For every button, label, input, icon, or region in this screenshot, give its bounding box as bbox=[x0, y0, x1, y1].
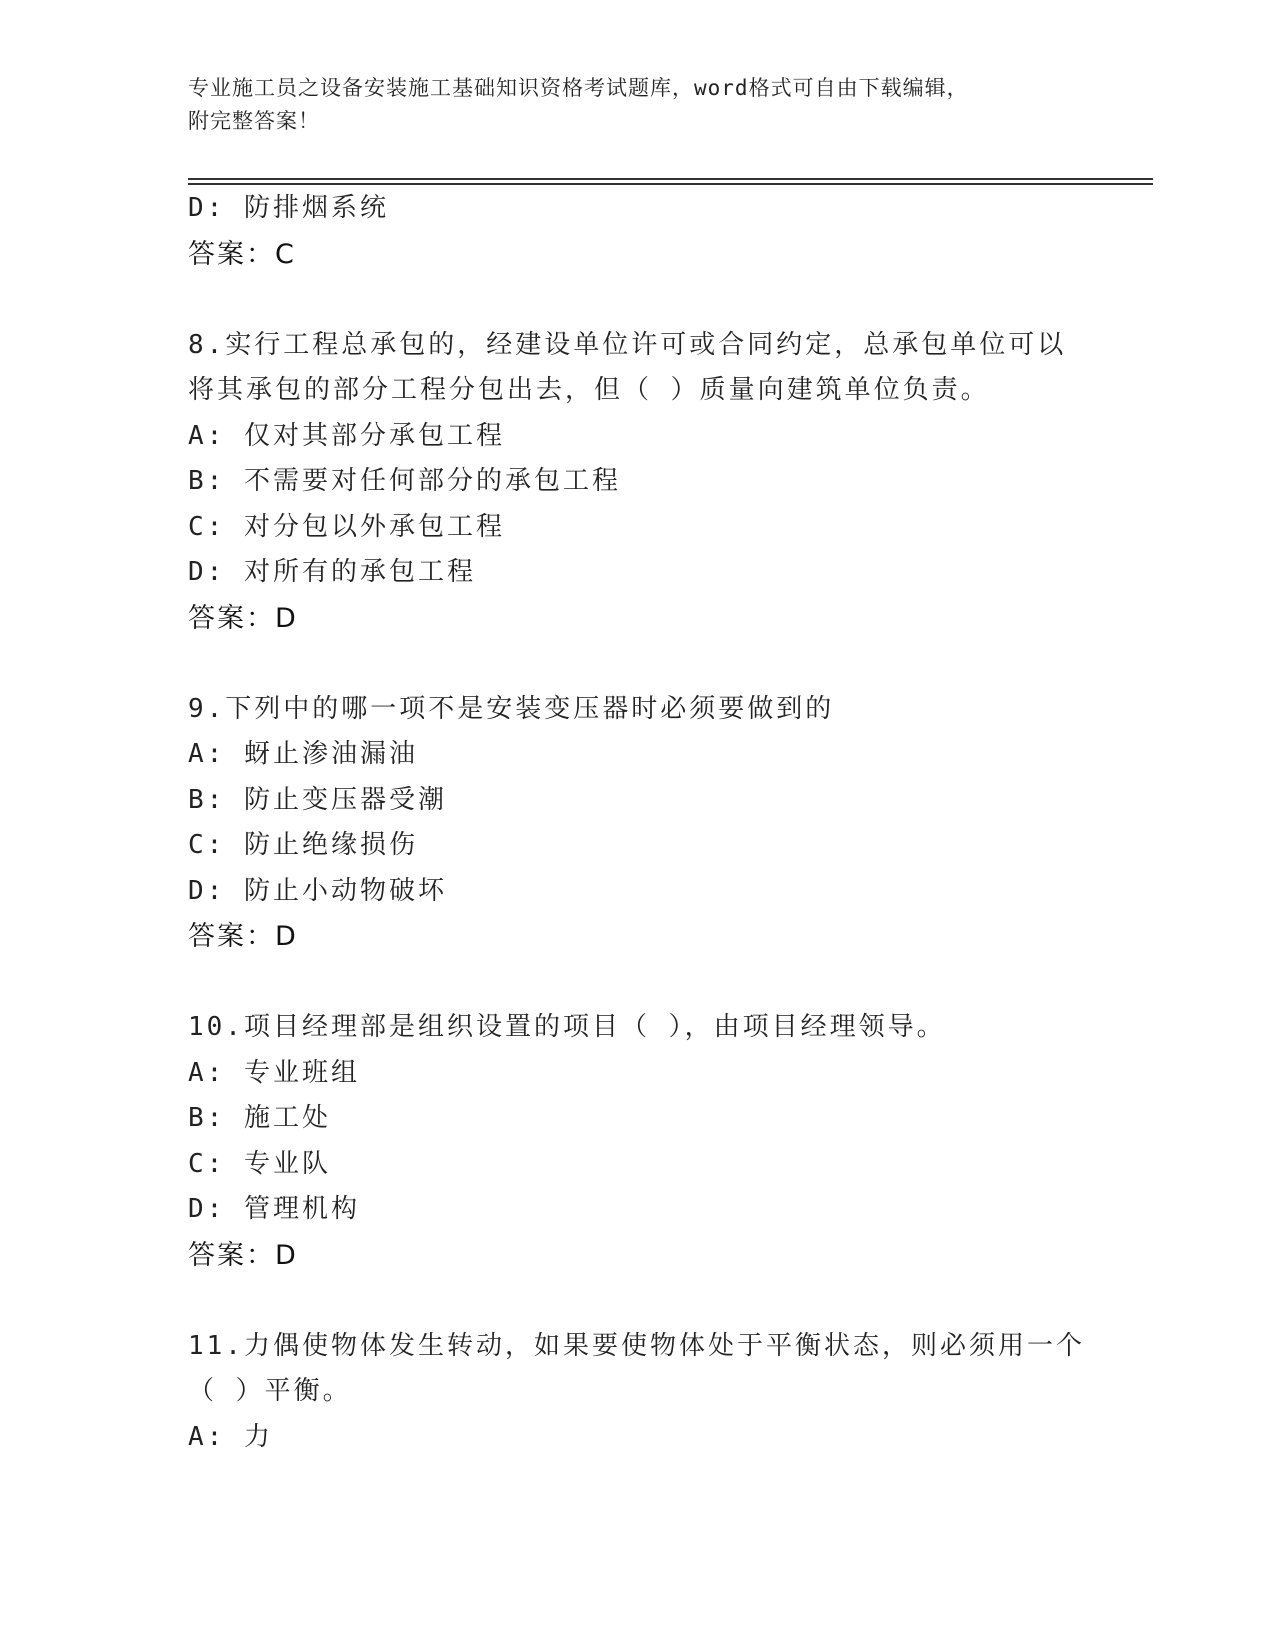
option-b: B: 不需要对任何部分的承包工程 bbox=[188, 466, 621, 496]
question-stem: 8.实行工程总承包的，经建设单位许可或合同约定，总承包单位可以 bbox=[188, 329, 1067, 360]
header-line-1: 专业施工员之设备安装施工基础知识资格考试题库，word格式可自由下载编辑， bbox=[188, 76, 969, 100]
question-11 bbox=[188, 1324, 1148, 1461]
option-b: B: 施工处 bbox=[188, 1103, 331, 1133]
document-header bbox=[188, 72, 1088, 138]
question-stem: 11.力偶使物体发生转动，如果要使物体处于平衡状态，则必须用一个 bbox=[188, 1330, 1085, 1361]
spacer bbox=[188, 960, 1148, 1006]
answer-line: 答案：C bbox=[188, 238, 296, 270]
question-stem: （ ）平衡。 bbox=[188, 1376, 352, 1406]
option-d: D: 管理机构 bbox=[188, 1194, 360, 1224]
question-stem: 将其承包的部分工程分包出去，但（ ）质量向建筑单位负责。 bbox=[188, 375, 990, 405]
spacer bbox=[188, 641, 1148, 687]
spacer bbox=[188, 277, 1148, 323]
question-stem: 10.项目经理部是组织设置的项目（ ），由项目经理领导。 bbox=[188, 1012, 946, 1042]
question-10 bbox=[188, 1005, 1148, 1278]
option-c: C: 防止绝缘损伤 bbox=[188, 830, 418, 860]
header-divider-bottom bbox=[188, 183, 1153, 185]
question-stem: 9.下列中的哪一项不是安装变压器时必须要做到的 bbox=[188, 693, 835, 724]
option-a: A: 仅对其部分承包工程 bbox=[188, 420, 505, 451]
option-a: A: 蚜止渗油漏油 bbox=[188, 739, 418, 769]
option-d: D: 防止小动物破坏 bbox=[188, 875, 447, 906]
answer-line: 答案：D bbox=[188, 921, 298, 952]
option-d: D: 防排烟系统 bbox=[188, 193, 389, 223]
option-c: C: 对分包以外承包工程 bbox=[188, 511, 505, 542]
answer-line: 答案：D bbox=[188, 602, 298, 634]
header-divider-top bbox=[188, 178, 1153, 180]
question-9 bbox=[188, 687, 1148, 960]
answer-line: 答案：D bbox=[188, 1239, 298, 1271]
option-d: D: 对所有的承包工程 bbox=[188, 557, 476, 587]
question-list bbox=[188, 186, 1148, 1460]
header-line-2: 附完整答案！ bbox=[188, 109, 320, 133]
question-8 bbox=[188, 323, 1148, 642]
option-a: A: 专业班组 bbox=[188, 1057, 360, 1088]
option-a: A: 力 bbox=[188, 1421, 273, 1452]
option-b: B: 防止变压器受潮 bbox=[188, 784, 447, 815]
spacer bbox=[188, 1278, 1148, 1324]
option-c: C: 专业队 bbox=[188, 1148, 331, 1179]
